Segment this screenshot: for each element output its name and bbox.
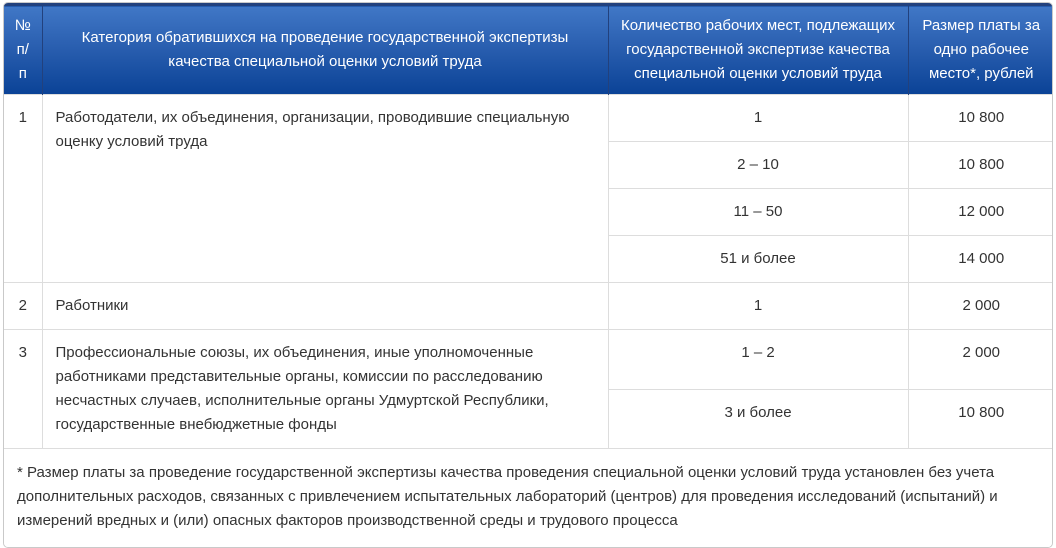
footnote-row [4, 449, 1053, 548]
row-2-tier-1-price-cell: 2 000 [908, 283, 1053, 330]
row-1-tier-1-price-cell: 10 800 [908, 95, 1053, 142]
row-1-tier-1-count-cell: 1 [608, 95, 908, 142]
row-3-tier-1-price-cell: 2 000 [908, 330, 1053, 390]
header-cell-count: Количество рабочих мест, подлежащих государственной экспертизе качества специальной оценки условий труда [608, 5, 908, 95]
row-1-tier-3-price-cell: 12 000 [908, 189, 1053, 236]
table-row [4, 95, 1053, 142]
fee-table-body [4, 95, 1053, 548]
row-1-tier-2-price-cell: 10 800 [908, 142, 1053, 189]
row-3-tier-1-count-cell: 1 – 2 [608, 330, 908, 390]
fee-table-container [3, 2, 1053, 548]
row-1-number-cell: 1 [4, 95, 42, 283]
header-row [4, 5, 1053, 95]
fee-table [4, 3, 1053, 547]
row-3-tier-2-count-cell: 3 и более [608, 389, 908, 449]
header-cell-category: Категория обратившихся на проведение государственной экспертизы качества специальной оценки условий труда [42, 5, 608, 95]
row-1-tier-3-count-cell: 11 – 50 [608, 189, 908, 236]
row-1-tier-2-count-cell: 2 – 10 [608, 142, 908, 189]
row-1-tier-4-price-cell: 14 000 [908, 236, 1053, 283]
row-3-tier-2-price-cell: 10 800 [908, 389, 1053, 449]
header-cell-price: Размер платы за одно рабочее место*, рублей [908, 5, 1053, 95]
row-1-category-cell: Работодатели, их объединения, организации, проводившие специальную оценку условий труда [42, 95, 608, 283]
row-1-tier-4-count-cell: 51 и более [608, 236, 908, 283]
table-row [4, 330, 1053, 390]
header-cell-num: № п/п [4, 5, 42, 95]
table-row [4, 283, 1053, 330]
row-2-category-cell: Работники [42, 283, 608, 330]
footnote: * Размер платы за проведение государственной экспертизы качества проведения специальной оценки условий труда установлен без учета дополнительных расходов, связанных с привлечением испытательных лабораторий (центров) для проведения исследований (испытаний) и измерений вредных и (или) опасных факторов производственной среды и трудового процесса [4, 449, 1053, 548]
row-2-tier-1-count-cell: 1 [608, 283, 908, 330]
row-3-category-cell: Профессиональные союзы, их объединения, иные уполномоченные работниками представительные органы, комиссии по расследованию несчастных случаев, исполнительные органы Удмуртской Республики, государственные внебюджетные фонды [42, 330, 608, 449]
row-3-number-cell: 3 [4, 330, 42, 449]
row-2-number-cell: 2 [4, 283, 42, 330]
fee-table-header [4, 5, 1053, 95]
